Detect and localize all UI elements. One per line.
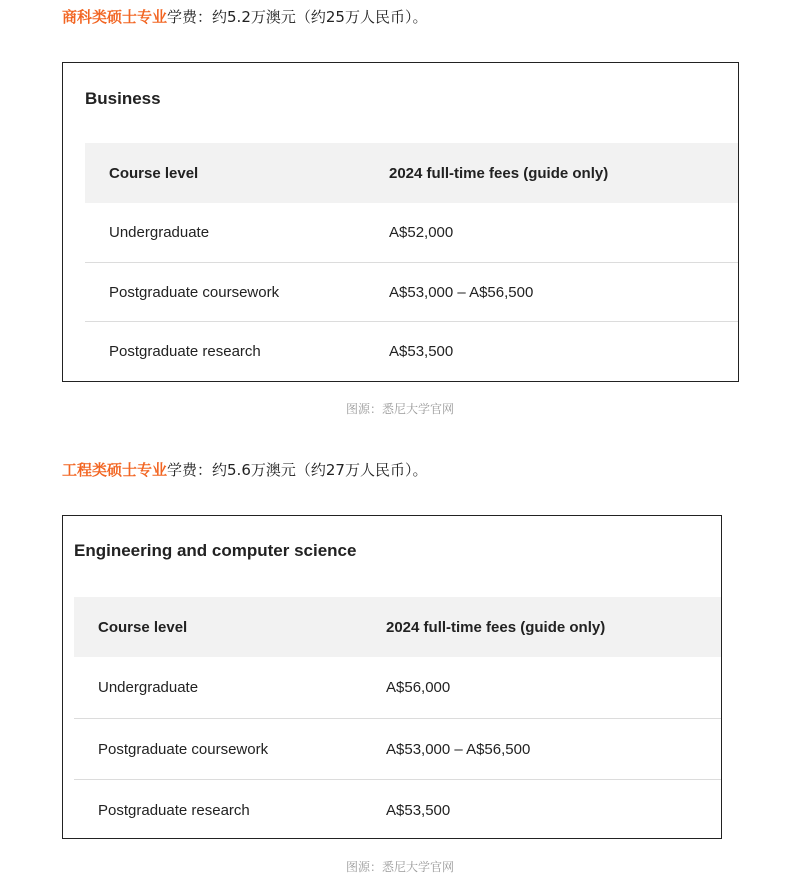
table-row (85, 262, 739, 321)
header-course-level: Course level (98, 618, 188, 636)
business-fees-table (85, 143, 739, 381)
table-row (74, 718, 722, 779)
fee-cell: A$52,000 (389, 224, 454, 241)
intro-engineering (62, 460, 427, 480)
course-level-cell: Undergraduate (98, 679, 199, 696)
course-level-cell: Postgraduate coursework (109, 283, 280, 301)
course-level-cell: Postgraduate research (109, 343, 261, 360)
fee-cell: A$53,500 (386, 801, 451, 819)
table-row (85, 203, 739, 262)
card-title-engineering: Engineering and computer science (74, 541, 357, 560)
fee-cell: A$53,000 – A$56,500 (389, 283, 534, 301)
table-row (74, 779, 722, 839)
header-course-level: Course level (109, 164, 199, 182)
table-row (74, 657, 722, 718)
intro-engineering-text: 学费：约5.6万澳元（约27万人民币）。 (167, 461, 428, 479)
table-row (85, 321, 739, 381)
course-level-cell: Postgraduate research (98, 801, 250, 819)
course-level-cell: Postgraduate coursework (98, 740, 269, 758)
table-header-row (85, 143, 739, 203)
engineering-fees-table (74, 597, 722, 839)
engineering-fees-card (62, 515, 722, 839)
intro-business (62, 7, 427, 27)
fee-cell: A$56,000 (386, 679, 451, 696)
image-caption-business: 图源：悉尼大学官网 (345, 402, 454, 416)
header-fees: 2024 full-time fees (guide only) (386, 618, 606, 636)
course-level-cell: Undergraduate (109, 224, 210, 241)
business-fees-card (62, 62, 739, 382)
intro-business-highlight: 商科类硕士专业 (62, 8, 168, 26)
fee-cell: A$53,000 – A$56,500 (386, 740, 531, 758)
card-title-business: Business (85, 89, 161, 108)
header-fees: 2024 full-time fees (guide only) (389, 164, 609, 182)
image-caption-engineering: 图源：悉尼大学官网 (345, 860, 454, 874)
intro-engineering-highlight: 工程类硕士专业 (62, 461, 168, 479)
fee-cell: A$53,500 (389, 343, 454, 360)
intro-business-text: 学费：约5.2万澳元（约25万人民币）。 (167, 8, 428, 26)
table-header-row (74, 597, 722, 657)
